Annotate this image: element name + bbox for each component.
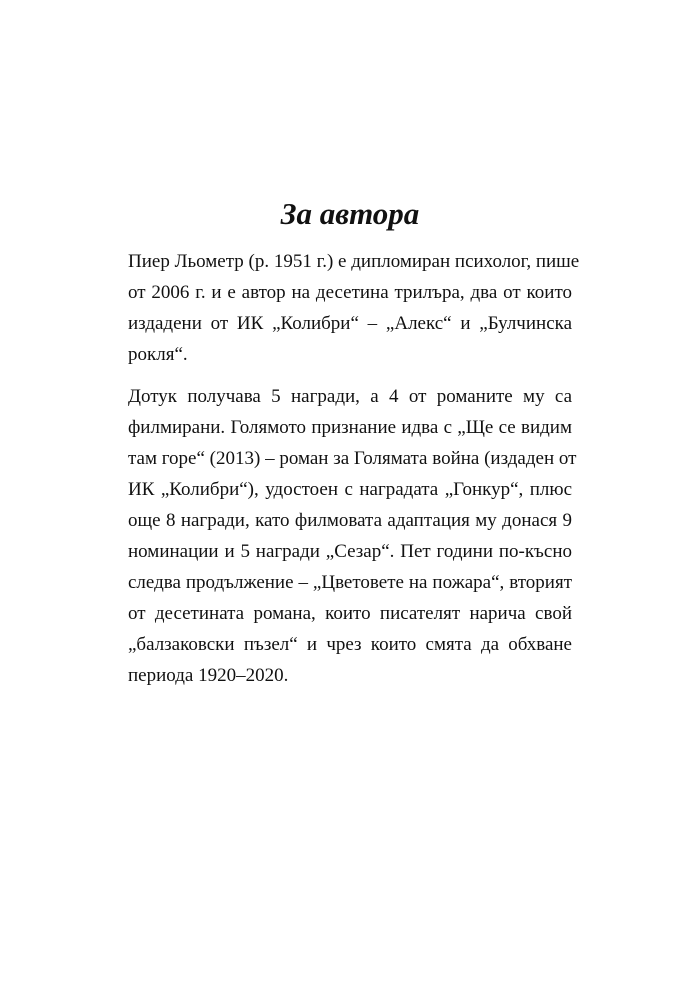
- paragraph-bio: [128, 246, 580, 370]
- text-line: рокля“.: [128, 344, 188, 365]
- text-line: от 2006 г. и е автор на десетина трилъра, два от които: [128, 282, 572, 303]
- text-line: още 8 награди, като филмовата адаптация му донася 9: [128, 510, 572, 531]
- text-line: издадени от ИК „Колибри“ – „Алекс“ и „Булчинска: [128, 313, 572, 334]
- page-title: За автора: [280, 196, 420, 231]
- text-line: периода 1920–2020.: [128, 665, 289, 686]
- text-line: следва продължение – „Цветовете на пожара“, вторият: [128, 572, 572, 593]
- text-line: „балзаковски пъзел“ и чрез които смята да обхване: [128, 634, 572, 655]
- text-line: там горе“ (2013) – роман за Голямата война (издаден от: [128, 448, 577, 469]
- text-line: номинации и 5 награди „Сезар“. Пет години по-късно: [128, 541, 572, 562]
- text-line: Пиер Льометр (р. 1951 г.) е дипломиран психолог, пише: [128, 251, 580, 272]
- text-line: ИК „Колибри“), удостоен с наградата „Гонкур“, плюс: [128, 479, 572, 500]
- text-line: от десетината романа, които писателят нарича свой: [128, 603, 572, 624]
- paragraph-awards: [128, 381, 577, 691]
- text-line: филмирани. Голямото признание идва с „Ще се видим: [128, 417, 572, 438]
- text-line: Дотук получава 5 награди, а 4 от романите му са: [128, 386, 572, 407]
